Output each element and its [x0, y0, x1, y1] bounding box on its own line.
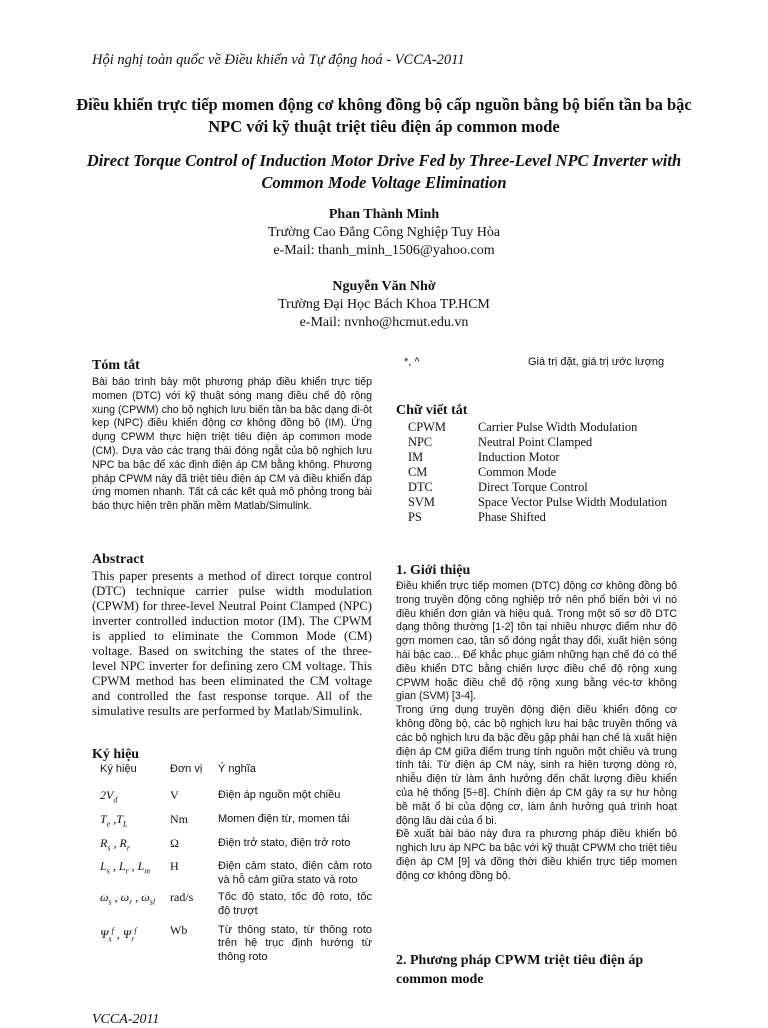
- author-name: Nguyễn Văn Nhờ: [332, 279, 436, 294]
- symbol-row: [396, 356, 677, 369]
- abbreviation-row: [396, 510, 677, 525]
- abbreviations-list: [396, 420, 677, 525]
- abbr-full-cell: Neutral Point Clamped: [478, 435, 593, 449]
- abbr-cell: SVM: [408, 495, 435, 509]
- author-block: [70, 206, 698, 332]
- abbr-full-cell: Carrier Pulse Width Modulation: [478, 420, 638, 434]
- unit-cell: Wb: [170, 923, 188, 938]
- abbr-full-cell: Phase Shifted: [478, 510, 546, 524]
- meaning-cell: Giá trị đặt, giá trị ước lượng: [528, 356, 665, 368]
- symbol-row: [92, 924, 372, 964]
- unit-cell: H: [170, 859, 179, 874]
- intro-paragraph: Đề xuất bài báo này đưa ra phương pháp điều khiển bộ nghịch lưu áp NPC ba bậc với kỹ thuật CPWM cho triệt tiêu điện áp CM [9] và đồng thời điều khiển trực tiếp momen động cơ không đồng bộ.: [396, 828, 677, 882]
- abbr-full-cell: Induction Motor: [478, 450, 560, 464]
- abbreviation-row: [396, 435, 677, 450]
- conference-header: Hội nghị toàn quốc về Điều khiển và Tự động hoá - VCCA-2011: [92, 52, 465, 68]
- symbols-continued: [396, 356, 677, 369]
- symbols-section: [92, 747, 372, 964]
- symbol-row: [92, 813, 372, 831]
- abbr-cell: PS: [408, 510, 422, 524]
- intro-paragraph: Trong ứng dụng truyền động điện điều khiển động cơ không đồng bộ, các bộ nghịch lưu hai bậc truyền thống và các bộ nghịch lưu đa bậc đều gặp phải hạn chế là xuất hiện điện áp CM giữa điểm trung tính nguồn một chiều và trung tính tải. Từ điện áp CM này, sinh ra hiện tượng dòng rò, nhiễu điện từ làm ảnh hưởng đến chất lượng điều khiển của hệ thống [5÷8]. Chính điện áp CM gây ra sự hư hỏng bề mặt ổ bi của động cơ, làm ảnh hưởng quá trình hoạt động lâu dài của ổ bi.: [396, 704, 677, 827]
- abbr-full-cell: Space Vector Pulse Width Modulation: [478, 495, 668, 509]
- symbol-cell: *, ^: [404, 356, 420, 368]
- symbol-row: [92, 860, 372, 887]
- abstract-heading: Abstract: [92, 552, 145, 567]
- abstract-text: This paper presents a method of direct torque control (DTC) technique carrier pulse width modulation (CPWM) for three-level Neutral Point Clamped (NPC) inverter controlled induction motor (IM). The CPWM is applied to eliminate the Common Mode (CM) voltage. Based on switching the states of the three-level NPC inverter for defining zero CM voltage. This CPWM method has been eliminated the CM voltage and controlled the fast response torque. All of the simulative results are performed by Matlab/Simulink.: [92, 569, 372, 718]
- col-header-unit: Đơn vị: [170, 763, 203, 775]
- symbol-cell: $\omega_s$ , $\omega_r$ , $\omega_{sl}$: [100, 890, 156, 907]
- abbr-cell: NPC: [408, 435, 433, 449]
- symbol-cell: $2V_d$: [100, 788, 118, 805]
- symbols-column-headers: [92, 763, 372, 775]
- abbreviations-heading: Chữ viết tắt: [396, 403, 468, 418]
- abbr-cell: DTC: [408, 480, 433, 494]
- abbreviation-row: [396, 495, 677, 510]
- author-email: e-Mail: thanh_minh_1506@yahoo.com: [273, 243, 495, 258]
- meaning-cell: Điện cảm stato, điện cảm roto và hỗ cảm giữa stato và roto: [218, 860, 372, 886]
- title-english: Direct Torque Control of Induction Motor Drive Fed by Three-Level NPC Inverter with Common Mode Voltage Elimination: [86, 151, 682, 192]
- intro-section: [396, 563, 677, 884]
- meaning-cell: Điện trở stato, điện trở roto: [218, 836, 351, 849]
- abbreviation-row: [396, 450, 677, 465]
- unit-cell: Ω: [170, 835, 179, 850]
- symbol-row: [92, 837, 372, 855]
- author-affiliation: Trường Cao Đẳng Công Nghiệp Tuy Hòa: [267, 225, 501, 240]
- author-affiliation: Trường Đại Học Bách Khoa TP.HCM: [278, 297, 490, 312]
- abstract-section: [92, 552, 372, 719]
- symbol-cell: $\Psi_s^f$ , $\Psi_r^f$: [100, 926, 137, 944]
- abbreviations-section: [396, 403, 677, 525]
- section2: [396, 951, 677, 989]
- abbr-cell: IM: [408, 450, 424, 464]
- abbreviation-row: [396, 480, 677, 495]
- intro-paragraph: Điều khiển trực tiếp momen (DTC) động cơ không đồng bộ trong truyền động công nghiệp trở nên phổ biến bởi vì nó điều khiển đơn giản và hiệu quả. Trong một số sơ đồ DTC dạng thông thường [1-2] tồn tại nhiều nhược điểm như độ gợn momen cao, tần số đóng ngắt thay đổi, xuất hiện sóng hài bậc cao... Để khắc phục giảm những hạn chế đó có thể điều khiển DTC bằng chiến lược điều chế độ rộng xung CPWM hoặc điều chế độ rộng xung bằng véc-tơ không gian (SVM) [3-4].: [396, 580, 677, 703]
- author-email: e-Mail: nvnho@hcmut.edu.vn: [299, 315, 469, 330]
- unit-cell: Nm: [170, 811, 188, 826]
- section2-heading: 2. Phương pháp CPWM triệt tiêu điện áp common mode: [396, 953, 644, 987]
- author-name: Phan Thành Minh: [328, 207, 440, 222]
- col-header-symbol: Ký hiệu: [100, 763, 137, 775]
- symbol-row: [92, 789, 372, 807]
- intro-heading: 1. Giới thiệu: [396, 563, 471, 578]
- abbreviation-row: [396, 465, 677, 480]
- meaning-cell: Tốc độ stato, tốc độ roto, tốc độ trượt: [218, 891, 372, 917]
- unit-cell: V: [170, 788, 179, 802]
- col-header-meaning: Ý nghĩa: [218, 763, 256, 775]
- summary-section: [92, 358, 372, 514]
- symbol-cell: $R_s$ , $R_r$: [100, 835, 130, 852]
- title-vietnamese: Điều khiển trực tiếp momen động cơ không đồng bộ cấp nguồn bằng bộ biến tần ba bậc NPC với kỹ thuật triệt tiêu điện áp common mode: [76, 95, 692, 136]
- symbols-heading: Ký hiệu: [92, 747, 140, 762]
- meaning-cell: Điện áp nguồn một chiều: [218, 789, 341, 801]
- abbr-cell: CPWM: [408, 420, 446, 434]
- meaning-cell: Momen điện từ, momen tải: [218, 812, 350, 825]
- meaning-cell: Từ thông stato, từ thông roto trên hệ trục định hướng từ thông roto: [218, 924, 372, 963]
- symbol-cell: $T_e$ $,T_L$: [100, 811, 128, 829]
- summary-text: Bài báo trình bày một phương pháp điều khiển trực tiếp momen (DTC) với kỹ thuật sóng mang điều chế độ rộng xung (CPWM) cho bộ nghịch lưu biến tần ba bậc dạng đi-ôt kẹp (NPC) điều khiển động cơ không đồng bộ (IM). Ứng dụng CPWM thực hiện triệt tiêu điện áp common mode (CM). Dựa vào các trạng thái đóng ngắt của bộ nghịch lưu NPC ba bậc để xác định điện áp CM bằng không. Phương pháp CPWM này đã triệt tiêu điện áp CM và điều khiển đáp ứng momen nhanh. Tất cả các kết quả mô phỏng trong bài báo thực hiện trên phần mềm Matlab/Simulink.: [92, 376, 372, 513]
- unit-cell: rad/s: [170, 890, 194, 905]
- footer-text: VCCA-2011: [92, 1012, 160, 1027]
- summary-heading: Tóm tắt: [92, 358, 140, 373]
- abbreviation-row: [396, 420, 677, 435]
- abbr-full-cell: Common Mode: [478, 465, 557, 479]
- symbol-row: [92, 891, 372, 918]
- symbol-cell: $L_s$ , $L_r$ , $L_m$: [100, 859, 151, 876]
- abbr-full-cell: Direct Torque Control: [478, 480, 588, 494]
- abbr-cell: CM: [408, 465, 428, 479]
